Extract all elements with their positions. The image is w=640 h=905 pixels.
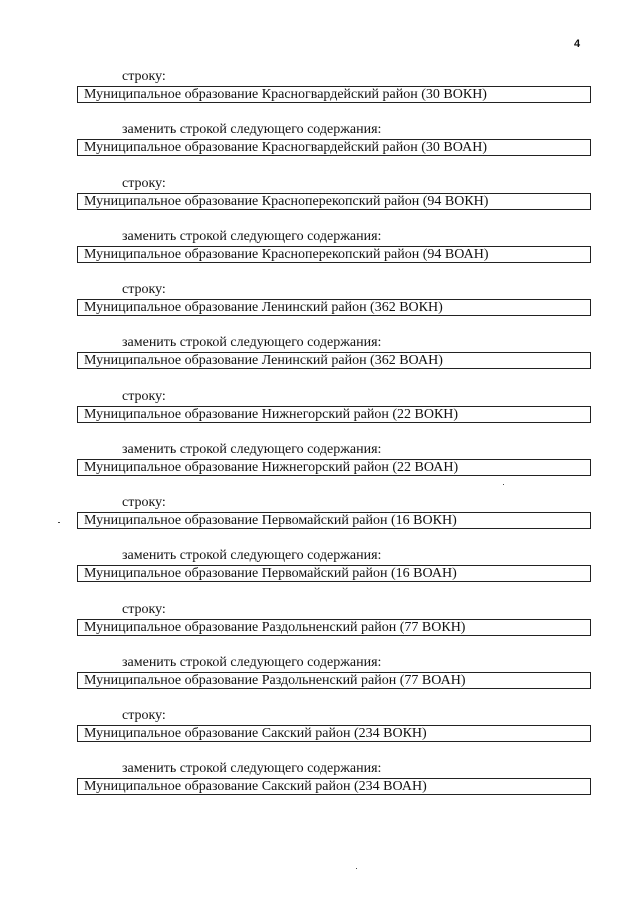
document-body: [0, 68, 640, 814]
original-row-text: Муниципальное образование Ленинский район (362 ВОКН): [77, 299, 591, 316]
replacement-row-label: заменить строкой следующего содержания:: [122, 335, 382, 350]
replacement-row-block: [0, 654, 640, 690]
entry-pair-leninsky: [0, 281, 640, 388]
original-row-label: строку:: [122, 69, 166, 84]
original-row-block: [0, 707, 640, 743]
replacement-row-label: заменить строкой следующего содержания:: [122, 122, 382, 137]
scan-speck: [58, 522, 60, 523]
original-row-block: [0, 175, 640, 211]
original-row-block: [0, 388, 640, 424]
replacement-row-block: [0, 760, 640, 796]
replacement-row-block: [0, 228, 640, 264]
replacement-row-label: заменить строкой следующего содержания:: [122, 228, 382, 244]
replacement-row-text: Муниципальное образование Сакский район (234 ВОАН): [77, 778, 591, 795]
original-row-label: строку:: [122, 708, 166, 723]
replacement-row-block: [0, 441, 640, 477]
replacement-row-text: Муниципальное образование Красногвардейский район (30 ВОАН): [77, 139, 591, 156]
replacement-row-text: Муниципальное образование Раздольненский район (77 ВОАН): [77, 672, 591, 689]
original-row-label: строку:: [122, 175, 166, 191]
scan-speck: [503, 484, 504, 485]
replacement-row-label: заменить строкой следующего содержания:: [122, 654, 382, 670]
replacement-row-block: [0, 121, 640, 157]
entry-pair-razdolnensky: [0, 601, 640, 708]
original-row-label: строку:: [122, 601, 166, 617]
entry-pair-krasnogvardeisky: [0, 68, 640, 175]
original-row-text: Муниципальное образование Нижнегорский район (22 ВОКН): [77, 406, 591, 423]
original-row-text: Муниципальное образование Сакский район (234 ВОКН): [77, 725, 591, 742]
page-number: 4: [574, 38, 581, 50]
entry-pair-nizhnegorsky: [0, 388, 640, 495]
entry-pair-krasnoperekopsky: [0, 175, 640, 282]
original-row-text: Муниципальное образование Раздольненский район (77 ВОКН): [77, 619, 591, 636]
scan-speck: [356, 868, 357, 869]
original-row-block: [0, 494, 640, 530]
replacement-row-label: заменить строкой следующего содержания:: [122, 761, 382, 776]
replacement-row-text: Муниципальное образование Нижнегорский район (22 ВОАН): [77, 459, 591, 476]
replacement-row-block: [0, 547, 640, 583]
original-row-label: строку:: [122, 282, 166, 297]
entry-pair-pervomaisky: [0, 494, 640, 601]
replacement-row-block: [0, 334, 640, 370]
original-row-block: [0, 601, 640, 637]
entry-pair-saksky: [0, 707, 640, 814]
replacement-row-text: Муниципальное образование Ленинский район (362 ВОАН): [77, 352, 591, 369]
original-row-block: [0, 68, 640, 104]
replacement-row-label: заменить строкой следующего содержания:: [122, 548, 382, 563]
original-row-text: Муниципальное образование Красногвардейский район (30 ВОКН): [77, 86, 591, 103]
original-row-text: Муниципальное образование Красноперекопский район (94 ВОКН): [77, 193, 591, 210]
original-row-label: строку:: [122, 495, 166, 510]
original-row-block: [0, 281, 640, 317]
original-row-text: Муниципальное образование Первомайский район (16 ВОКН): [77, 512, 591, 529]
replacement-row-text: Муниципальное образование Красноперекопский район (94 ВОАН): [77, 246, 591, 263]
replacement-row-text: Муниципальное образование Первомайский район (16 ВОАН): [77, 565, 591, 582]
replacement-row-label: заменить строкой следующего содержания:: [122, 441, 382, 457]
original-row-label: строку:: [122, 388, 166, 404]
